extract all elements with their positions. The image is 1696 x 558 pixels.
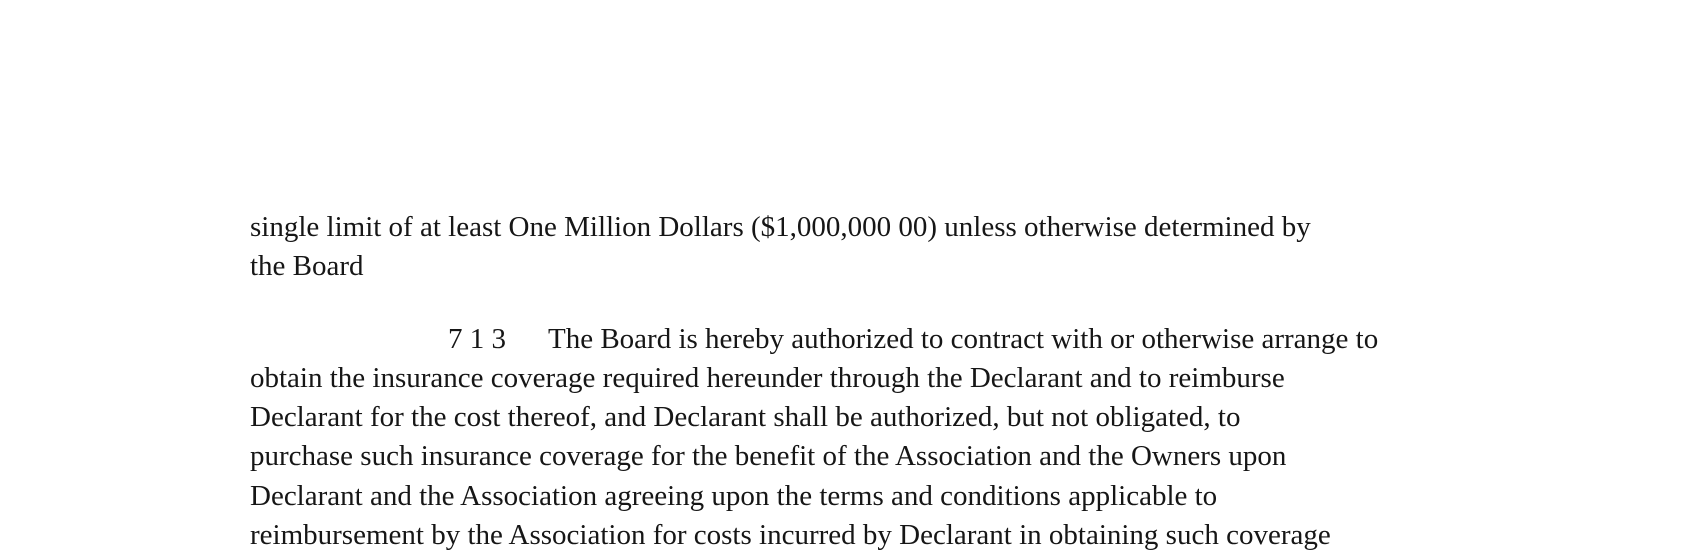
text-line: reimbursement by the Association for costs incurred by Declarant in obtaining such coverage xyxy=(250,519,1331,551)
text-line: single limit of at least One Million Dollars ($1,000,000 00) unless otherwise determined by xyxy=(250,211,1311,243)
text-line: Declarant for the cost thereof, and Declarant shall be authorized, but not obligated, to xyxy=(250,401,1241,433)
section-first-line xyxy=(250,325,1378,354)
section-text: The Board is hereby authorized to contract with or otherwise arrange to xyxy=(548,323,1379,355)
text-line: the Board xyxy=(250,250,364,282)
section-number: 7 1 3 xyxy=(448,323,506,355)
text-line: obtain the insurance coverage required hereunder through the Declarant and to reimburse xyxy=(250,362,1285,394)
text-line: Declarant and the Association agreeing upon the terms and conditions applicable to xyxy=(250,480,1218,512)
text-line: purchase such insurance coverage for the benefit of the Association and the Owners upon xyxy=(250,440,1287,472)
